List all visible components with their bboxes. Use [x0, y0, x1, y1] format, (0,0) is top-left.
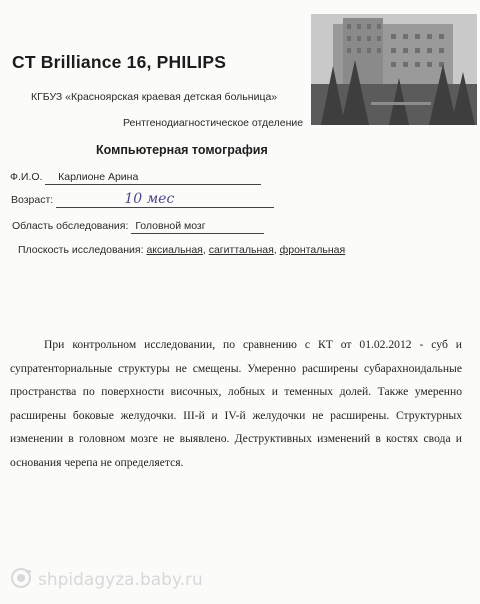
exam-area-value: Головной мозг — [131, 220, 264, 234]
plane-axial: аксиальная — [146, 244, 203, 256]
watermark-text: shpidagyza.baby.ru — [38, 570, 203, 590]
department-name: Рентгенодиагностическое отделение — [123, 117, 304, 129]
plane-frontal: фронтальная — [279, 244, 346, 256]
patient-age-handwritten: 10 мес — [124, 191, 175, 207]
exam-plane-label: Плоскость исследования: — [18, 244, 144, 256]
pacifier-logo-icon — [10, 567, 32, 594]
patient-age-row — [11, 193, 274, 208]
report-conclusion: При контрольном исследовании, по сравнению с КТ от 01.02.2012 - суб и супратенториальные структуры не смещены. Умеренно расширены субарахноидальные пространства по поверхности височных, лобных и теменных долей. Также умеренно расширены боковые желудочки. III-й и IV-й желудочки не расширены. Структурных изменении в головном мозге не выявлено. Деструктивных изменений в костях свода и основания черепа не определяется. — [10, 338, 462, 469]
exam-area-row — [12, 220, 264, 234]
patient-name-row — [10, 171, 261, 185]
exam-area-label: Область обследования: — [12, 220, 129, 232]
patient-age-label: Возраст: — [11, 194, 54, 206]
patient-name-text: Карлионе Арина — [58, 171, 139, 183]
patient-age-value — [56, 193, 274, 208]
exam-plane-row — [18, 244, 345, 256]
scanner-model-title: CT Brilliance 16, PHILIPS — [12, 52, 227, 72]
patient-name-label: Ф.И.О. — [10, 171, 43, 183]
plane-separator-1: , — [202, 244, 206, 256]
site-watermark — [10, 568, 203, 592]
patient-name-value — [45, 171, 261, 185]
plane-sagittal: сагиттальная — [208, 244, 274, 256]
hospital-name: КГБУЗ «Красноярская краевая детская больница» — [31, 91, 278, 103]
hospital-building-photo — [311, 14, 477, 125]
plane-separator-2: , — [273, 244, 277, 256]
document-title: Компьютерная томография — [96, 143, 268, 157]
